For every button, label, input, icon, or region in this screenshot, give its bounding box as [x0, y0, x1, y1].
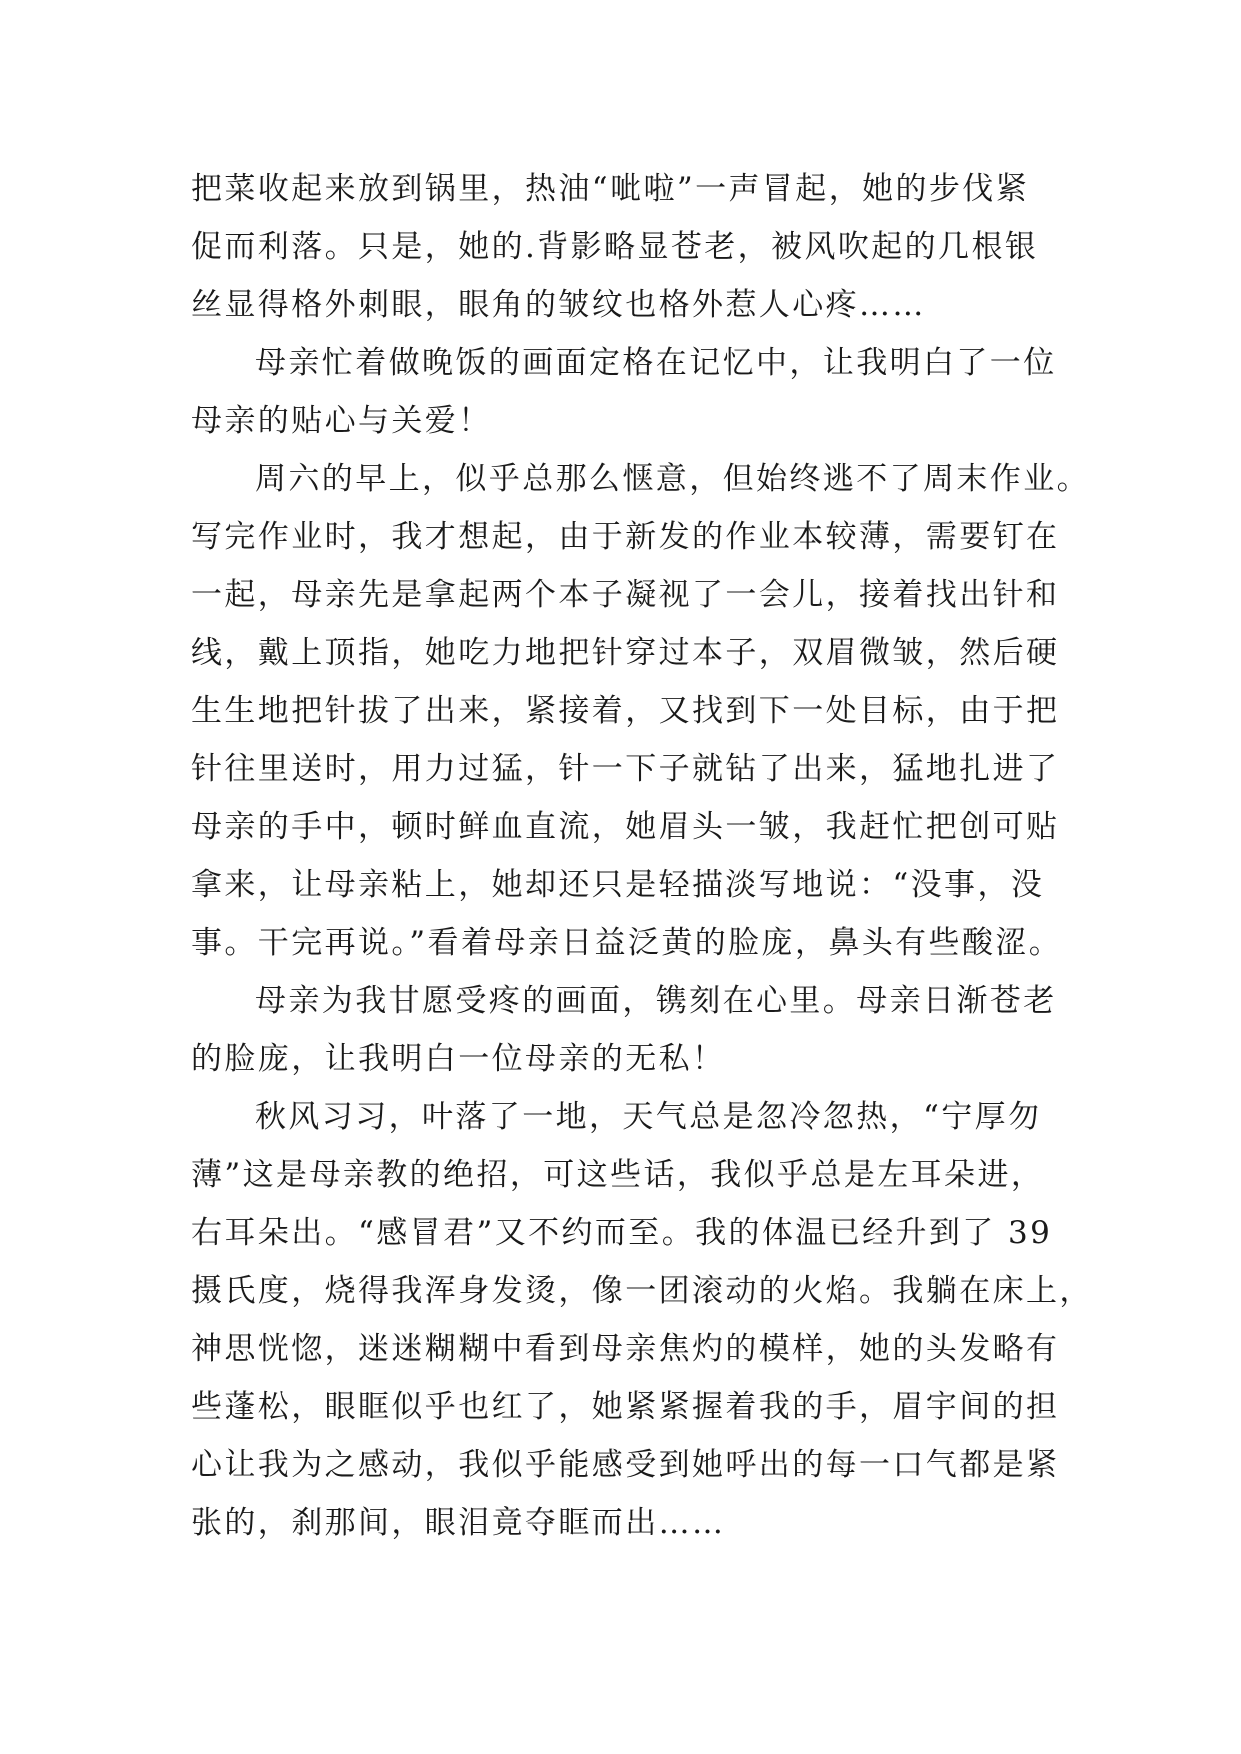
paragraph-first-line: 母亲忙着做晚饭的画面定格在记忆中，让我明白了一位: [255, 345, 1057, 381]
text-line: 事。干完再说。”看着母亲日益泛黄的脸庞，鼻头有些酸涩。: [191, 925, 1063, 961]
text-line: 针往里送时，用力过猛，针一下子就钻了出来，猛地扎进了: [191, 751, 1060, 787]
text-line: 促而利落。只是，她的.背影略显苍老，被风吹起的几根银: [191, 229, 1039, 265]
paragraph-first-line: 周六的早上，似乎总那么惬意，但始终逃不了周末作业。: [255, 461, 1090, 497]
text-line: 把菜收起来放到锅里，热油“呲啦”一声冒起，她的步伐紧: [191, 171, 1030, 207]
paragraph-first-line: 母亲为我甘愿受疼的画面，镌刻在心里。母亲日渐苍老: [255, 983, 1057, 1019]
text-line: 薄”这是母亲教的绝招，可这些话，我似乎总是左耳朵进，: [191, 1157, 1045, 1193]
text-line: 线，戴上顶指，她吃力地把针穿过本子，双眉微皱，然后硬: [191, 635, 1060, 671]
text-line: 拿来，让母亲粘上，她却还只是轻描淡写地说：“没事，没: [191, 867, 1045, 903]
text-line: 张的，刹那间，眼泪竟夺眶而出……: [191, 1505, 726, 1541]
paragraph-first-line: 秋风习习，叶落了一地，天气总是忽冷忽热，“宁厚勿: [255, 1099, 1042, 1135]
text-line: 生生地把针拔了出来，紧接着，又找到下一处目标，由于把: [191, 693, 1060, 729]
text-line: 些蓬松，眼眶似乎也红了，她紧紧握着我的手，眉宇间的担: [191, 1389, 1060, 1425]
text-line: 摄氏度，烧得我浑身发烫，像一团滚动的火焰。我躺在床上，: [191, 1273, 1093, 1309]
body-text: [191, 160, 1093, 1552]
text-line: 的脸庞，让我明白一位母亲的无私！: [191, 1041, 726, 1077]
text-line: 丝显得格外刺眼，眼角的皱纹也格外惹人心疼……: [191, 287, 926, 323]
text-line: 一起，母亲先是拿起两个本子凝视了一会儿，接着找出针和: [191, 577, 1060, 613]
text-line: 神思恍惚，迷迷糊糊中看到母亲焦灼的模样，她的头发略有: [191, 1331, 1060, 1367]
text-line: 母亲的贴心与关爱！: [191, 403, 492, 439]
text-line: 写完作业时，我才想起，由于新发的作业本较薄，需要钉在: [191, 519, 1060, 555]
text-line: 右耳朵出。“感冒君”又不约而至。我的体温已经升到了 39: [191, 1215, 1053, 1251]
text-line: 心让我为之感动，我似乎能感受到她呼出的每一口气都是紧: [191, 1447, 1060, 1483]
text-line: 母亲的手中，顿时鲜血直流，她眉头一皱，我赶忙把创可贴: [191, 809, 1060, 845]
